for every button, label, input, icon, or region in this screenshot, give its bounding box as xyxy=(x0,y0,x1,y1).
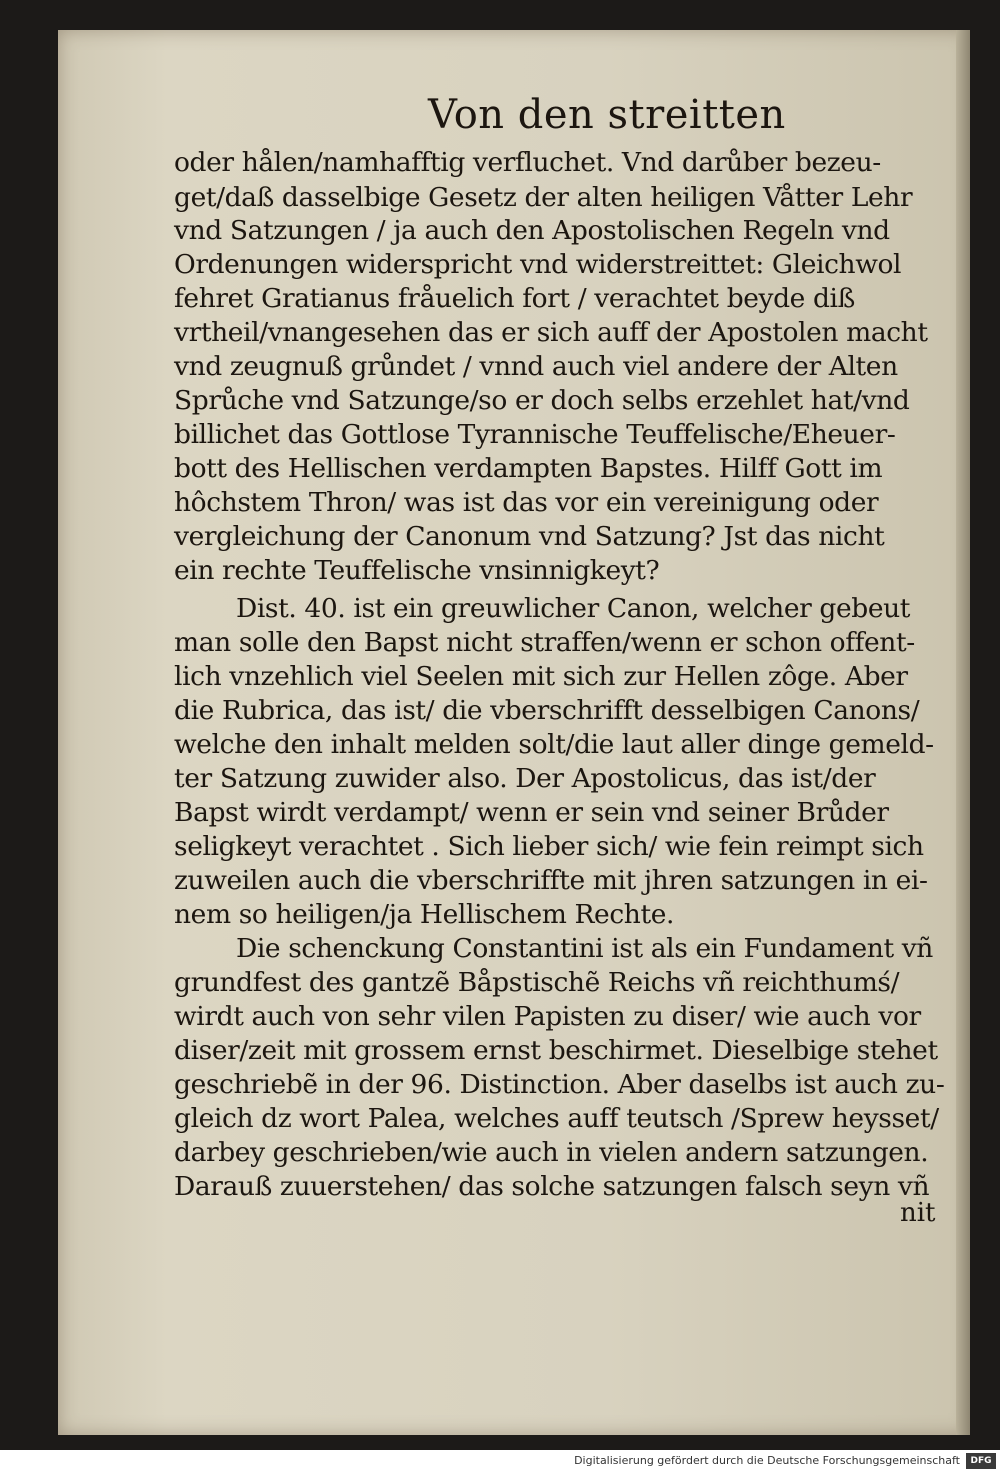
text-line: Dist. 40. ist ein greuwlicher Canon, welcher gebeut xyxy=(236,593,911,624)
text-line: gleich dz wort Palea, welches auff teutsch /Sprew heysset/ xyxy=(174,1103,939,1134)
text-line: vnd Satzungen / ja auch den Apostolischen Regeln vnd xyxy=(174,215,890,246)
text-line: geschriebẽ in der 96. Distinction. Aber daselbs ist auch zu- xyxy=(174,1069,945,1100)
text-line: oder hålen/namhafftig verfluchet. Vnd darůber bezeu- xyxy=(174,147,881,178)
text-line: Darauß zuuerstehen/ das solche satzungen falsch seyn vñ xyxy=(174,1171,930,1202)
text-line: Sprůche vnd Satzunge/so er doch selbs erzehlet hat/vnd xyxy=(174,385,910,416)
text-line: darbey geschrieben/wie auch in vielen andern satzungen. xyxy=(174,1137,929,1168)
text-line: get/daß dasselbige Gesetz der alten heiligen Våtter Lehr xyxy=(174,182,913,213)
text-line: welche den inhalt melden solt/die laut aller dinge gemeld- xyxy=(174,729,934,760)
text-line: die Rubrica, das ist/ die vberschrifft desselbigen Canons/ xyxy=(174,695,920,726)
text-line: bott des Hellischen verdampten Bapstes. Hilff Gott im xyxy=(174,453,883,484)
text-line: seligkeyt verachtet . Sich lieber sich/ wie fein reimpt sich xyxy=(174,831,924,862)
text-line: Ordenungen widerspricht vnd widerstreittet: Gleichwol xyxy=(174,249,902,280)
page-edge xyxy=(956,30,970,1435)
dfg-logo: DFG xyxy=(966,1453,996,1469)
book-page xyxy=(58,30,970,1435)
text-line: billichet das Gottlose Tyrannische Teuffelische/Eheuer- xyxy=(174,419,896,450)
text-line: diser/zeit mit grossem ernst beschirmet. Dieselbige stehet xyxy=(174,1035,938,1066)
text-line: fehret Gratianus fråuelich fort / verachtet beyde diß xyxy=(174,283,855,314)
text-line: nem so heiligen/ja Hellischem Rechte. xyxy=(174,899,674,930)
text-line: lich vnzehlich viel Seelen mit sich zur Hellen zôge. Aber xyxy=(174,661,908,692)
running-head: Von den streitten xyxy=(428,92,786,138)
text-line: grundfest des gantzẽ Båpstischẽ Reichs vñ reichthumś/ xyxy=(174,967,900,998)
footer-bar xyxy=(0,1450,1000,1474)
footer-credit: Digitalisierung gefördert durch die Deutsche Forschungsgemeinschaft xyxy=(574,1454,960,1467)
text-line: hôchstem Thron/ was ist das vor ein vereinigung oder xyxy=(174,487,879,518)
text-line: vnd zeugnuß grůndet / vnnd auch viel andere der Alten xyxy=(174,351,898,382)
text-line: ein rechte Teuffelische vnsinnigkeyt? xyxy=(174,555,660,586)
text-line: wirdt auch von sehr vilen Papisten zu diser/ wie auch vor xyxy=(174,1001,921,1032)
text-line: vrtheil/vnangesehen das er sich auff der Apostolen macht xyxy=(174,317,928,348)
text-line: zuweilen auch die vberschriffte mit jhren satzungen in ei- xyxy=(174,865,928,896)
text-line: vergleichung der Canonum vnd Satzung? Jst das nicht xyxy=(174,521,885,552)
catchword: nit xyxy=(900,1198,936,1228)
text-line: man solle den Bapst nicht straffen/wenn er schon offent- xyxy=(174,627,915,658)
text-line: Die schenckung Constantini ist als ein Fundament vñ xyxy=(236,933,933,964)
text-line: Bapst wirdt verdampt/ wenn er sein vnd seiner Brůder xyxy=(174,797,889,828)
text-line: ter Satzung zuwider also. Der Apostolicus, das ist/der xyxy=(174,763,876,794)
